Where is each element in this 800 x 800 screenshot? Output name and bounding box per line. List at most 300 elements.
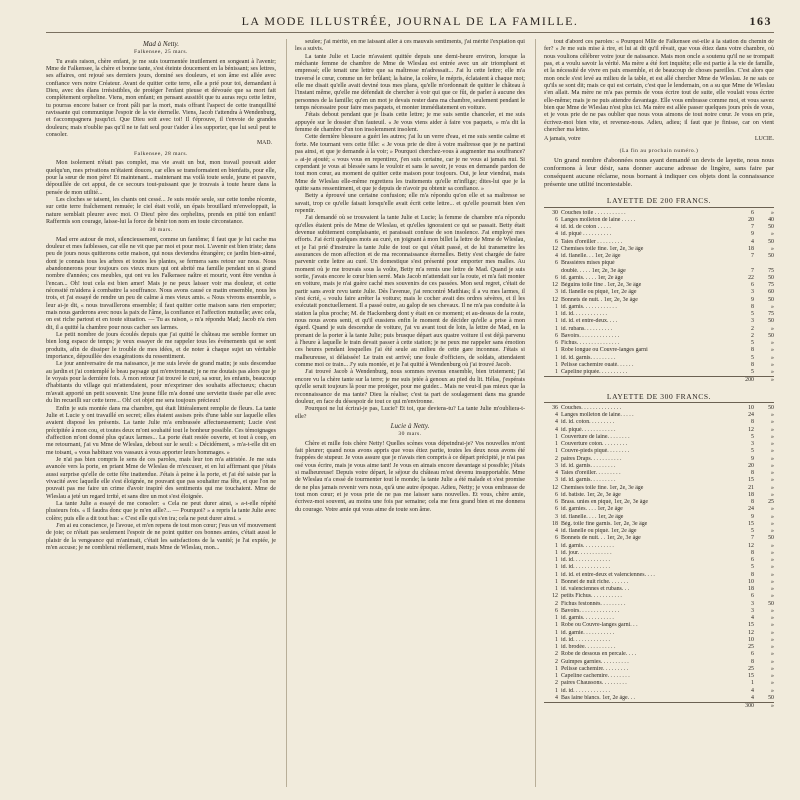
item-francs: 10 — [748, 636, 754, 643]
item-quantity: 1 — [555, 622, 558, 629]
item-name: Couches toile . . . . . . . . . . . — [561, 209, 626, 216]
item-francs: 3 — [751, 607, 754, 614]
table-row — [544, 268, 774, 275]
item-name: id. id. garnis. . . . . . . . . — [561, 462, 616, 469]
item-centimes: » — [771, 506, 774, 513]
item-francs: 15 — [748, 673, 754, 680]
table-row — [544, 463, 774, 470]
item-quantity: 1 — [555, 325, 558, 332]
layette-200-table — [544, 210, 774, 385]
table-row — [544, 528, 774, 535]
total-francs: 300 — [734, 703, 758, 711]
item-name: Taies d'oreiller . . . . . . . . . — [561, 238, 623, 245]
item-francs: 5 — [751, 448, 754, 455]
item-name: Chemises toile fine. 1er, 2e, 3e âge — [561, 245, 644, 252]
item-centimes: » — [771, 325, 774, 332]
item-centimes: » — [771, 477, 774, 484]
item-francs: 8 — [751, 347, 754, 354]
item-quantity: 3 — [555, 462, 558, 469]
item-centimes — [758, 260, 774, 267]
item-centimes: » — [771, 441, 774, 448]
layette-300-table — [544, 405, 774, 711]
item-quantity: 30 — [552, 209, 558, 216]
item-quantity: 6 — [555, 506, 558, 513]
paragraph: J'ai trouvé Jacob à Wendenburg, nous sommes revenus ensemble, bien tristement; j'ai encore vu la chère tante sur la terre; je me suis jetée à genoux au pied du lit. Hélas, j'espérais qu'elle serait toujours là pour me protéger, pour me guider... Mais ne veut-il pas mieux que la reconnaissance de ma tante? Dieu la réalise; c'est ta part de soulagement dans ma grande douleur, en face du désespoir de tout ce qui m'environne. — [295, 369, 525, 405]
item-centimes: 50 — [768, 318, 774, 325]
letter-date: Falkensee, 28 mars. — [134, 150, 188, 157]
item-francs: 4 — [751, 687, 754, 694]
table-row — [544, 680, 774, 687]
item-quantity: 4 — [555, 694, 558, 701]
item-quantity: 1 — [555, 549, 558, 556]
table-row — [544, 586, 774, 593]
item-quantity: 1 — [555, 361, 558, 368]
item-name: Pelisse cachemire. . . . . . . . . — [561, 665, 629, 672]
item-quantity: 1 — [555, 347, 558, 354]
item-name: Bonnet de nuit riche. . . . . . . — [561, 578, 629, 585]
item-quantity: 2 — [555, 651, 558, 658]
letter-date: 30 mars. — [149, 227, 173, 234]
item-name: Bavoirs. . . . . . . . . . . . . . — [561, 607, 620, 614]
item-quantity: 36 — [552, 404, 558, 411]
paragraph: La tante Julie a essayé de me consoler: « Cela ne peut durer ainsi, » a-t-elle répété plusieurs fois. « Il faudra donc que je m'en aille?... — Pourquoi? » a repris la tante Julie avec colère; puis elle a dit tout bas: « C'est elle qui s'en ira; cela ne peut durer ainsi. » — [46, 500, 276, 522]
item-quantity: 6 — [555, 332, 558, 339]
item-centimes: » — [771, 484, 774, 491]
item-francs: 6 — [751, 651, 754, 658]
item-francs: 4 — [751, 694, 754, 701]
table-row — [544, 688, 774, 695]
closing-phrase: A jamais, votre — [544, 136, 581, 143]
item-centimes: 50 — [768, 253, 774, 259]
item-name: Brassières mises piqué — [561, 260, 615, 267]
table-row — [544, 405, 774, 412]
table-row — [544, 297, 774, 304]
item-name: id. jour. . . . . . . . . . . . — [561, 549, 612, 556]
item-name: id. valenciennes et rubans. . . — [561, 586, 630, 593]
item-name: id. garnies. . . . 1er, 2e âge — [561, 506, 623, 513]
paragraph: Mon isolement n'était pas complet, ma vie avait un but, mon travail pouvait aider quelqu'un, mes privations m'étaient douces, car elles se transformaient en bienfaits, pour elle, pour la sœur de mon père! Et maintenant... maintenant ma voilà toute seule, jeune et pauvre, dépouillée de cet appui, de ce secours tout-puissant que je trouvais à toute heure dans la pensée de mon utilité... — [46, 160, 276, 196]
table-row — [544, 412, 774, 419]
item-name: id. id. . . . . . . . . . . . . — [561, 636, 610, 643]
item-francs: 9 — [751, 455, 754, 462]
table-row — [544, 557, 774, 564]
item-name: Bonnets de nuit. . 1er, 2e, 3e âge — [561, 296, 638, 303]
item-centimes: 50 — [768, 274, 774, 281]
item-name: Fichus. . . . . . . . . . . . . . . — [561, 340, 620, 346]
table-row — [544, 340, 774, 347]
table-row — [544, 579, 774, 586]
item-name: Pelisse cachemire ouaté. . . . . . — [561, 361, 634, 368]
item-centimes: » — [771, 433, 774, 440]
item-quantity: 1 — [555, 564, 558, 571]
item-quantity: 6 — [555, 216, 558, 223]
table-row — [544, 651, 774, 658]
column-2 — [286, 39, 525, 787]
table-row — [544, 347, 774, 354]
table-row — [544, 564, 774, 571]
item-quantity: 2 — [555, 680, 558, 687]
table-row — [544, 506, 774, 513]
table-row — [544, 304, 774, 311]
item-centimes: » — [771, 369, 774, 375]
item-francs: 2 — [751, 325, 754, 332]
item-francs: 3 — [751, 318, 754, 325]
page-number: 163 — [749, 14, 772, 28]
paragraph: Betty a éprouvé une certaine confusion; elle m'a répondu qu'on elle et sa maîtresse se savait, trop ce qu'elle faisait lorsqu'elle avait écrit cette lettre... et qu'elle pourrait bien s'en repentir. — [295, 193, 525, 214]
item-name: Béguins toile fine . 1er, 2e, 3e âge — [561, 282, 642, 288]
item-francs: 12 — [748, 629, 754, 636]
item-francs: 9 — [751, 513, 754, 520]
item-centimes: 50 — [768, 404, 774, 411]
item-name: Couches. . . . . . . . . . . . . . — [561, 404, 622, 411]
item-name: Guimpes garnies. . . . . . . . . . — [561, 658, 629, 665]
paragraph: J'étais debout pendant que je lisais cette lettre; je me suis sentie chanceler, et me suis appuyée sur le dossier d'un fauteuil. « Je vous viens aider à faire vos paquets, » m'a dit la femme de chambre d'un ton insolemment insolent. — [295, 112, 525, 134]
item-centimes: » — [771, 564, 774, 571]
item-quantity: 1 — [555, 542, 558, 549]
table-row — [544, 499, 774, 506]
item-quantity: 6 — [555, 491, 558, 498]
item-francs: 8 — [751, 419, 754, 426]
item-name: id. garnis. . . . . . . . . . . — [561, 542, 614, 549]
item-centimes: » — [771, 687, 774, 694]
item-quantity: 2 — [555, 455, 558, 462]
item-francs: 3 — [751, 289, 754, 296]
total-spacer — [544, 703, 561, 711]
table-row — [544, 427, 774, 434]
item-centimes: » — [771, 549, 774, 556]
item-name: doublé. . . . . 1er, 2e, 3e âge — [561, 267, 626, 274]
divider — [544, 207, 774, 208]
item-centimes: » — [771, 528, 774, 535]
item-name: Couverture coton. . . . . . . . . — [561, 441, 628, 448]
table-row — [544, 311, 774, 318]
item-quantity: 6 — [555, 260, 558, 267]
item-name: id. id. garnis. . . . . . . . . — [561, 354, 616, 361]
table-row — [544, 572, 774, 579]
item-name: id. batiste. 1er, 2e, 3e âge — [561, 491, 621, 498]
item-quantity: 1 — [555, 673, 558, 680]
item-francs: 6 — [751, 557, 754, 564]
paragraph: Mad erre autour de moi, silencieusement, comme un fantôme; il faut que je lui cache ma douleur et mes faiblesses, car elle ne vit que par moi et pour moi. L'avenir est bien triste; dans peu de jours nous quitterons cette maison, qui nous deviendra étrangère; ce jardin bien-aimé, dont je connais tous les arbres et toutes les plantes, se fermera sans retour sur nous. Nous abandonnerons pour toujours ces vieux murs qui ont abrité ma famille pendant un si grand nombre d'années; ces meubles, qui ont vu les Falkensee naître et mourir, vont être vendus à l'encan... Oh! tout cela est bien amer! Mais je ne peux laisser voir ma douleur, et cette nécessité m'aidera à combattre la souffrance. Nous avons causé ce matin ensemble, nous les trois, et j'ai essayé de rendre un peu de calme à mes vieux amis. « Nous vivrons ensemble, » leur ai-je dit, « nous travaillerons ensemble; il faut quitter cette maison sans rien emporter; mais nous garderons avec nous la paix de l'âme, la confiance et l'affection mutuelle; avec cela, on est riche partout et en toute situation. — Tu as raison, » m'a répondu Mad; Jacob n'a rien dit, il a quitté la chambre pour nous cacher ses larmes. — [46, 236, 276, 331]
item-quantity: 2 — [555, 600, 558, 607]
table-row — [544, 289, 774, 296]
item-name: Robe longue ou Couvre-langes garni — [561, 347, 648, 354]
total-spacer — [544, 377, 561, 385]
item-centimes: » — [771, 455, 774, 462]
letter-signature: LUCIE. — [754, 136, 774, 143]
running-header — [46, 12, 774, 33]
item-name: Bonnets de nuit. . . 1er, 2e, 3e âge — [561, 535, 641, 542]
item-name: id. flanelle ou piqué, 1er, 2e âge — [561, 289, 637, 296]
item-francs: 6 — [751, 209, 754, 216]
letter-body — [295, 441, 525, 514]
table-row — [544, 550, 774, 557]
letter-heading: Mad à Netty. — [143, 40, 179, 48]
table-row — [544, 485, 774, 492]
layette-200-title: LAYETTE DE 200 FRANCS. — [606, 196, 712, 206]
divider — [544, 402, 774, 403]
item-centimes: 50 — [768, 535, 774, 542]
item-name: id. flanelle ou piqué. 1er, 2e âge — [561, 528, 637, 535]
item-name: Langes molleton de laine . . . . . — [561, 216, 636, 223]
item-quantity: 6 — [555, 607, 558, 614]
column-3 — [535, 39, 774, 787]
letter-body — [295, 39, 525, 369]
item-centimes: 50 — [768, 296, 774, 303]
paragraph: Cette dernière blessure a guéri les autres; j'ai lu un verre d'eau, et me suis sentie calme et forte. Me tournant vers cette fille: « Je vous prie de dire à votre maîtresse que je ne partirai pas ainsi, et que je demande à la voir; » Pourquoi cherchez-vous à augmenter ma souffrance? » ai-je ajouté; « vous vous en repentirez, j'en suis certaine, car je ne vous ai jamais nui. Si cependant je vous ai blessée sans le vouloir et sans le savoir, je vous en demande pardon de tout mon cœur, au moment de quitter cette maison pour toujours. Oui, je leur viendrai, mais Mme de Wleslau elle-même regrettera les traitements qu'elle m'inflige; dites-lui que je la quitte sans ressentiment, et que je depuis de n'avoir pu obtenir sa confiance. » — [295, 134, 525, 192]
item-name: Robe ou Couvre-langes garni. . . — [561, 622, 638, 629]
letter-signature: MAD. — [257, 140, 272, 147]
item-francs: 10 — [748, 578, 754, 585]
item-francs: 21 — [748, 484, 754, 491]
item-centimes: » — [771, 303, 774, 310]
total-francs: 200 — [734, 377, 758, 385]
item-centimes: » — [771, 629, 774, 636]
item-quantity: 3 — [555, 513, 558, 520]
item-quantity: 4 — [555, 253, 558, 259]
item-centimes: » — [771, 491, 774, 498]
table-row — [544, 492, 774, 499]
item-centimes: » — [771, 513, 774, 520]
total-centimes: » — [758, 703, 774, 711]
table-row — [544, 333, 774, 340]
item-quantity: 1 — [555, 311, 558, 317]
item-name: Bég. toile fine garnis. 1er, 2e, 3e âge — [561, 520, 648, 527]
item-francs: 9 — [751, 231, 754, 238]
table-row — [544, 615, 774, 622]
item-centimes: » — [771, 419, 774, 426]
item-centimes: » — [771, 673, 774, 680]
item-quantity: 1 — [555, 318, 558, 325]
item-centimes: 25 — [768, 499, 774, 506]
item-name: Couverture de laine. . . . . . . . — [561, 433, 630, 440]
item-quantity: 6 — [555, 535, 558, 542]
item-name: Fichus festonnés. . . . . . . . . — [561, 600, 626, 607]
item-quantity: 1 — [555, 303, 558, 310]
item-francs: 8 — [751, 303, 754, 310]
item-francs: 5 — [751, 528, 754, 535]
item-quantity: 1 — [555, 369, 558, 375]
item-quantity: 12 — [552, 282, 558, 288]
table-row — [544, 695, 774, 703]
item-name: id. garnis. . . . . . . . . . . — [561, 615, 614, 622]
item-quantity: 4 — [555, 224, 558, 230]
letter-body — [295, 369, 525, 420]
table-row — [544, 521, 774, 528]
item-francs: 20 — [748, 462, 754, 469]
item-francs: 15 — [748, 520, 754, 527]
item-name: id. garnis. . . . . 1er, 2e âge — [561, 274, 624, 281]
table-row — [544, 239, 774, 246]
item-francs: 4 — [751, 615, 754, 622]
item-name: id. flanelle. . . 1er, 2e âge — [561, 253, 621, 259]
item-francs: 12 — [748, 542, 754, 549]
item-centimes: 50 — [768, 224, 774, 230]
item-quantity: 1 — [555, 557, 558, 564]
table-row — [544, 630, 774, 637]
item-centimes: » — [771, 354, 774, 361]
item-centimes: » — [771, 448, 774, 455]
item-centimes: » — [771, 209, 774, 216]
item-quantity: 1 — [555, 441, 558, 448]
table-row — [544, 419, 774, 426]
item-name: id. rubans. . . . . . . . . . — [561, 325, 613, 332]
item-quantity: 1 — [555, 644, 558, 651]
table-row — [544, 441, 774, 448]
letter-date: 30 mars. — [398, 431, 422, 438]
table-row — [544, 318, 774, 325]
item-name: id. piqué. . . . . . . . . . . . — [561, 426, 616, 433]
item-name: paires Chaussons. . . . . . . . . — [561, 680, 627, 687]
item-centimes: 75 — [768, 311, 774, 317]
item-centimes: 75 — [768, 282, 774, 288]
item-centimes: » — [771, 615, 774, 622]
table-row — [544, 326, 774, 333]
paragraph: J'en ai eu conscience, je l'avoue, et m'en repens de tout mon cœur; j'eus un vif mouvement de joie; ce n'était pas seulement l'espoir de ne point quitter ces bonnes amies, c'était aussi le plaisir de la vengeance qui m'animait, c'était les satisfactions de la vanité; je l'ai expiée, je m'en accuse; je ne comblerai réellement, mais Mme de Wleslau, mon... — [46, 523, 276, 552]
paragraph: Tu avais raison, chère enfant, je me suis tourmentée inutilement en songeant à l'avenir; Mme de Falkensee, la chère et bonne tante, s'est éteinte doucement en la bénissant; ses lettres, ses affaires, ont rejoué ses derniers jours, dominé ses douleurs, et son âme est allée avec confiance vers notre Créateur. Avant de quitter cette terre, elle a prié pour toi, demandant à Dieu, avec des élans irrésistibles, de protéger l'enfant pieuse et dévouée que sa mort fait complètement orpheline. Viens, mon enfant; en pensant aussitôt que tu auras reçu cette lettre, tu pourras encore baiser ce front pâli par la mort, mais offrant l'aspect de cette tranquillité ravissante qui communique l'espoir de la vie éternelle. Viens, Jacob t'attendra à Wendenburg, et t'accompagnera jusqu'ici. Que Dieu soit avec toi! Il t'éprouve, il t'envoie de grandes douleurs; mais n'oublie pas qu'il ne te fait seul pour t'aider à les supporter, que lui seul peut te consoler. — [46, 58, 276, 139]
item-quantity: 6 — [555, 340, 558, 346]
item-francs: 8 — [751, 470, 754, 477]
item-francs: 18 — [748, 491, 754, 498]
table-row — [544, 666, 774, 673]
letter-body — [46, 160, 276, 226]
item-quantity: 1 — [555, 586, 558, 593]
table-total-row — [544, 377, 774, 385]
item-centimes: » — [771, 462, 774, 469]
table-row — [544, 514, 774, 521]
item-name: id. id. et entre-deux. . . . — [561, 318, 618, 325]
item-name: id. id. . . . . . . . . . . . . — [561, 564, 610, 571]
table-row — [544, 477, 774, 484]
item-name: Capeline piquée. . . . . . . . . . — [561, 369, 628, 375]
item-francs: 20 — [748, 216, 754, 223]
item-centimes: » — [771, 426, 774, 433]
item-francs: 1 — [751, 680, 754, 687]
item-quantity: 4 — [555, 426, 558, 433]
item-centimes: 75 — [768, 267, 774, 274]
item-name: Capeline cachemire. . . . . . . . — [561, 673, 630, 680]
item-francs — [734, 260, 758, 267]
item-quantity: 1 — [555, 448, 558, 455]
item-quantity: 4 — [555, 419, 558, 426]
journal-title: LA MODE ILLUSTRÉE, JOURNAL DE LA FAMILLE. — [241, 14, 579, 28]
item-francs: 6 — [751, 282, 754, 288]
layette-notice: Un grand nombre d'abonnées nous ayant demandé un devis de layette, nous nous conformons à leur désir, sans donner aucune adresse de lingère, sans faire par conséquent aucune réclame, nous bornant à indiquer ces objets dont la connaissance présente une utilité incontestable. — [544, 157, 774, 189]
item-quantity: 4 — [555, 470, 558, 477]
table-row — [544, 246, 774, 253]
item-francs: 5 — [751, 340, 754, 346]
item-quantity: 4 — [555, 412, 558, 419]
item-quantity: 1 — [555, 687, 558, 694]
item-francs: 15 — [748, 622, 754, 629]
item-centimes: 40 — [768, 216, 774, 223]
item-quantity: 3 — [555, 477, 558, 484]
table-row — [544, 217, 774, 224]
paragraph: J'ai demandé où se trouvaient la tante Julie et Lucie; la femme de chambre m'a répondu qu'elles étaient près de Mme de Wleslau, et qu'elles ignoraient ce qui se passait. Betty était devenue subitement complaisante, et paraissait confuse de son insolence. J'ai employé mes efforts. J'ai écrit quelques mots au curé, en joignant à mon billet la lettre de Mme de Wleslau, et je l'ai prié d'instruire la tante Julie de tout ce qui s'était passé, et de lui transmettre les assurances de mon affection et de ma reconnaissance éternelles. Betty s'est chargée de faire parvenir cette lettre au curé. Un domestique s'est présenté pour emporter mes malles. Au moment où je me trouvais sous la voûte, Betty m'a remis une lettre de Mad. Quand je suis sortie, j'avais encore le cœur bien serré. Mais Jacob m'attendait sur la route, et m'a fait monter en voiture, mais je n'ai guère caché mes souvenirs de ces passées. Mon seul regret, c'était de partir sans avoir revu tante Julie. Dès l'avenue, j'ai rencontré Matthias; il a vu mes larmes, il s'est écrié, « voulu faire arrêter la voiture; mais le cocher avait des ordres sévères, et il les exécutait ponctuellement. Il a passé outre, au galop de ses chevaux. Il ne m'a pas conduite à la station la plus proche; M. de Hackenberg dont y était en ce moment; et au-dessus de la route, nous nous avons senti, et qu'il eussiens enfin le moment de décider qu'elle a prise à mon égard. Quand je suis descendue de voiture, j'ai vu avant tout de loin, la lettre de Mad, en la prenant de la porter à la tante Julie; puis brusque départ aux quatre voiture il est déjà parvenu à l'heure à laquelle le train devait passer à cette station; je ne peux me rappeler sans émotion ces heures pendant lesquelles j'ai été seule au milieu de cette gare inconnue. J'étais si malheureuse, si délaissée! Le train est arrivé; une foule d'officiers, de soldats, attendaient comme moi ce train... J'y suis montée, et je l'ai quitté à Wendenburg où j'ai trouvé Jacob. — [295, 215, 525, 369]
item-centimes: » — [771, 231, 774, 238]
letter-body — [46, 59, 276, 140]
paragraph: Le petit nombre de jours écoulés depuis que j'ai quitté le château me semble former un bien long espace de temps; je veux essayer de me rappeler tous les événements qui se sont produits, afin de dissiper le trouble de mes idées, et de noter à chaque sujet un véritable importance, dépouillée des exagérations du ressentiment. — [46, 332, 276, 361]
paragraph: Enfin je suis montée dans ma chambre, qui était littéralement remplie de fleurs. La tante Julie et Lucie y ont travaillé en secret; elles étaient assises près d'une table sur laquelle elles avaient disposé les présents. La tante Julie m'a embrassée affectueusement; Lucie s'est précipitée à mon cou, et toutes deux m'ont souhaité tout le bonheur possible. Ces témoignages d'affection m'ont donné plus qu'aux larmes... La porte était restée ouverte, et tout à coup, en me retournant, j'ai vu Mme de Wleslau, debout sur le seuil: « Décidément, » m'a-t-elle dit en me toisant, « vous habituez vos vassaux à vous apporter leurs hommages. » — [46, 405, 276, 456]
paragraph: Pourquoi ne lui écrirai-je pas, Lucie? Et toi, que deviens-tu? La tante Julie m'oubliera-t-elle? — [295, 406, 525, 420]
item-name: paires Draps. . . . . . . . . . . — [561, 455, 622, 462]
item-name: id. id. et entre-deux et valenciennes. . . . — [561, 571, 655, 578]
item-centimes: » — [771, 520, 774, 527]
item-quantity: 6 — [555, 499, 558, 506]
item-francs: 2 — [751, 332, 754, 339]
item-name: id. id. . . . . . . . . . . . — [561, 311, 607, 317]
item-francs: 5 — [751, 311, 754, 317]
item-quantity: 1 — [555, 578, 558, 585]
item-francs: 7 — [751, 253, 754, 259]
item-quantity: 1 — [555, 571, 558, 578]
item-name: id. brodée. . . . . . . . . . . — [561, 644, 616, 651]
item-francs: 5 — [751, 564, 754, 571]
table-row — [544, 644, 774, 651]
item-name: Robe de dessous en percale. . . . — [561, 651, 637, 658]
item-quantity: 1 — [555, 636, 558, 643]
item-centimes: » — [771, 658, 774, 665]
continued-note: (La fin au prochain numéro.) — [619, 147, 699, 154]
item-centimes: » — [771, 412, 774, 419]
item-centimes: 50 — [768, 600, 774, 607]
item-name: id. flanelle. . . . 1er, 2e âge — [561, 513, 624, 520]
item-francs: 6 — [751, 593, 754, 600]
column-1 — [46, 39, 276, 787]
item-name: id. id. garnis. . . . . . . . . — [561, 477, 616, 484]
item-francs: 25 — [748, 644, 754, 651]
item-quantity: 12 — [552, 245, 558, 252]
letter-body — [46, 237, 276, 553]
item-name: id. id. . . . . . . . . . . . . — [561, 687, 610, 694]
item-francs: 25 — [748, 665, 754, 672]
item-centimes: 60 — [768, 289, 774, 296]
item-quantity: 1 — [555, 615, 558, 622]
item-centimes: » — [771, 644, 774, 651]
item-name: Chemises toile fine. 1er, 2e, 3e âge — [561, 484, 644, 491]
item-centimes: » — [771, 586, 774, 593]
table-row — [544, 543, 774, 550]
item-name: Bavoirs. . . . . . . . . . . . . . — [561, 332, 620, 339]
table-row — [544, 275, 774, 282]
item-francs: 22 — [748, 274, 754, 281]
text-columns — [46, 39, 774, 787]
item-name: id. garnie. . . . . . . . . . . — [561, 629, 615, 636]
item-name: id. garnis. . . . . . . . . . . . — [561, 303, 617, 310]
letter-body — [544, 39, 774, 134]
table-row — [544, 210, 774, 217]
item-quantity: 1 — [555, 665, 558, 672]
total-spacer — [561, 703, 734, 711]
item-quantity: 3 — [555, 289, 558, 296]
item-francs: 8 — [751, 571, 754, 578]
item-name: Taies d'oreiller. . . . . . . . . — [561, 470, 621, 477]
table-row — [544, 659, 774, 666]
item-centimes: » — [771, 542, 774, 549]
item-quantity — [544, 268, 561, 275]
item-centimes: » — [771, 607, 774, 614]
item-quantity: 12 — [552, 484, 558, 491]
item-centimes: » — [771, 636, 774, 643]
item-centimes: » — [771, 340, 774, 346]
paragraph: Le jour anniversaire de ma naissance, je me suis levée de grand matin; je suis descendue au jardin et j'ai contemplé le beau paysage qui m'environnait; je ne me doutais pas alors que je le voyais pour la dernière fois. À mon retour j'ai trouvé le curé, sa sœur, les enfants, beaucoup d'habitants du village qui m'attendaient, pour m'exprimer des souhaits affectueux; chacun m'avait apporté un petit souvenir. Une jeune fille m'a donné une serviette tissée par elle avec du lin recueilli sur cette terre... Oh! cet objet me sera toujours précieux! — [46, 361, 276, 405]
table-row — [544, 608, 774, 615]
item-francs: 18 — [748, 245, 754, 252]
item-francs: 7 — [751, 535, 754, 542]
table-row — [544, 470, 774, 477]
item-centimes: » — [771, 361, 774, 368]
item-name: id. piqué . . . . . . . . . . — [561, 231, 612, 238]
